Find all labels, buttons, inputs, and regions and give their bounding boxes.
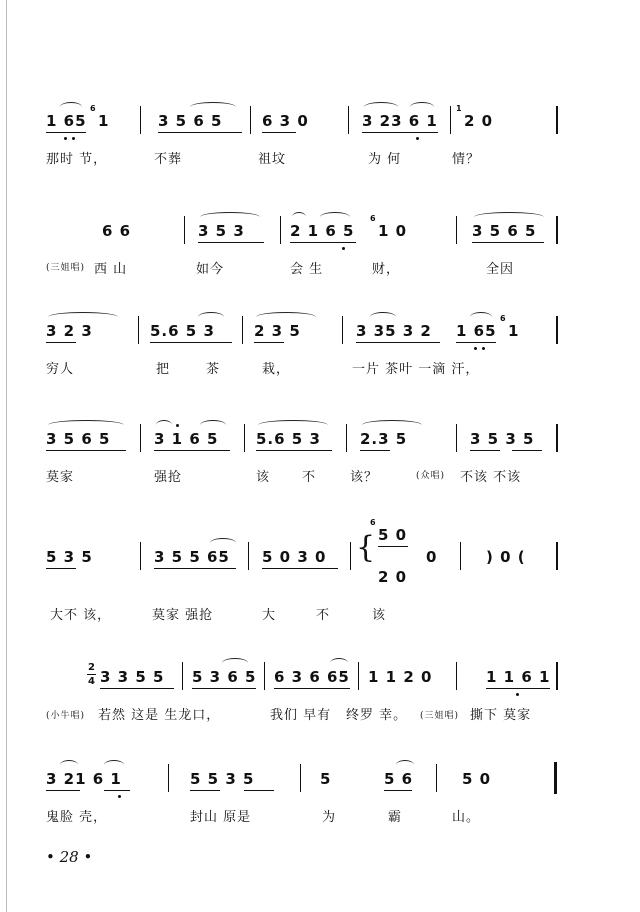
underline [254,342,284,343]
underline [360,450,390,451]
lyric: 财， [372,262,401,277]
bar-line [450,106,451,134]
lyric: 封山 原是 [190,810,252,825]
grace-note: 6 [370,214,376,223]
notes-row [0,430,640,460]
underline [378,546,408,547]
note-group: 3 5 6 5 [158,112,223,130]
note-group: 6 6 [102,222,132,240]
bar-line [460,542,461,570]
lyric: 为 何 [368,152,402,167]
bar-line [556,424,558,452]
underline [512,450,542,451]
note-group: 1 [98,112,110,130]
lyric: 莫家 强抢 [152,608,214,623]
slur [200,212,260,222]
time-signature-top: 2 [88,662,95,673]
slur [190,102,236,112]
lyric: 该 [372,608,387,623]
note-group: 2 0 [464,112,494,130]
dot [516,693,519,696]
lyric: 莫家 [46,470,75,485]
notes-row [0,314,640,352]
bar-line [556,106,558,134]
bar-line [556,662,558,690]
bar-line [456,424,457,452]
bar-line [436,764,437,792]
note-group: 3 3 5 5 [100,668,165,686]
lyric: 不葬 [154,152,183,167]
dot [474,347,477,350]
bar-line [140,424,141,452]
notes-row [0,214,640,252]
lyric: 不 [316,608,331,623]
note-group: 2 3 5 [254,322,301,340]
grace-note: 6 [90,104,96,113]
bar-line [556,316,558,344]
underline [46,132,86,133]
bar-line [138,316,139,344]
dot [342,247,345,250]
underline [154,568,236,569]
note-group: 3 35 3 2 [356,322,432,340]
note-group: 5 6 [384,770,414,788]
slur [60,102,82,112]
bar-line [350,542,351,570]
grace-note: 1 [456,104,462,113]
dot [482,347,485,350]
role-marker: (小牛唱) [46,711,86,721]
note-group: 2 1 6 5 [290,222,355,240]
underline [46,342,76,343]
lyric: 鬼脸 壳， [46,810,108,825]
bar-line [248,542,249,570]
bar-line [250,106,251,134]
lyric: 如今 [196,262,225,277]
note-group: 3 21 6 1 [46,770,122,788]
note-group: 0 [426,548,438,566]
underline [154,450,230,451]
bar-line [346,424,347,452]
lyric: 全因 [486,262,515,277]
time-signature-line [87,674,96,675]
slur [362,420,422,430]
underline [150,342,232,343]
note-group: 5 5 3 5 [190,770,255,788]
bar-line [556,542,558,570]
final-bar-line [554,762,557,794]
note-group: 5 3 5 [46,548,93,566]
lyric: 不该 不该 [460,470,522,485]
underline [356,342,440,343]
slur [292,212,306,222]
note-group: 5 0 3 0 [262,548,327,566]
underline [456,342,496,343]
dot [118,795,121,798]
bar-line [342,316,343,344]
bar-line [556,216,558,244]
bar-line [264,662,265,690]
underline [198,242,264,243]
note-group: 3 5 6 5 [46,430,111,448]
bar-line [242,316,243,344]
dot [176,424,179,427]
slur [256,312,316,322]
lyric: 不 [302,470,317,485]
lyric: 把 [156,362,171,377]
bar-line [456,216,457,244]
underline [472,242,544,243]
slur [258,420,328,430]
grace-note: 6 [370,518,376,527]
slur [200,420,226,430]
note-group: 5.6 5 3 [256,430,321,448]
bar-line [280,216,281,244]
slur [370,312,396,322]
slur [104,760,124,770]
notes-row [0,518,640,586]
slur [330,658,348,668]
underline [470,450,500,451]
lyric: 霸 [388,810,403,825]
underline [486,688,550,689]
lyric: 那时 节， [46,152,108,167]
slur [396,760,414,770]
note-group: 3 23 6 1 [362,112,438,130]
slur [48,420,124,430]
bar-line [182,662,183,690]
dot [72,137,75,140]
bar-line [184,216,185,244]
note-group: 1 1 6 1 [486,668,551,686]
lyric: 一片 茶叶 一滴 汗， [352,362,480,377]
slur [410,102,434,112]
lyric: 该 [256,470,271,485]
lyric: 为 [322,810,337,825]
lyric: 我们 早有 [270,708,332,723]
note-group: 3 5 5 65 [154,548,230,566]
slur [60,760,78,770]
lyric: 终罗 幸。 [346,708,408,723]
underline [158,132,242,133]
time-signature-bottom: 4 [88,676,95,687]
underline [274,688,350,689]
underline [46,790,80,791]
lyric: 茶 [206,362,221,377]
note-group: 6 3 6 65 [274,668,350,686]
note-group: 1 0 [378,222,408,240]
dot [64,137,67,140]
role-marker: (三姐唱) [420,711,460,721]
page-number: • 28 • [46,848,93,866]
slur [320,212,350,222]
bar-line [168,764,169,792]
lyric: 撕下 莫家 [470,708,532,723]
slur [474,212,544,222]
notes-row [0,770,640,800]
lyric: 穷人 [46,362,75,377]
note-group: 1 1 2 0 [368,668,433,686]
note-group: 3 5 3 [198,222,245,240]
lyric: 祖坟 [258,152,287,167]
role-marker: (三姐唱) [46,263,86,273]
bar-line [140,542,141,570]
bar-line [358,662,359,690]
slur [48,312,118,322]
note-group: 1 [508,322,520,340]
note-group: 5 [320,770,332,788]
lyric: 大不 该， [50,608,112,623]
note-group: 3 2 3 [46,322,93,340]
slur [156,420,172,430]
note-group: 2 0 [378,568,408,586]
note-group: 1 65 [456,322,497,340]
underline [384,790,412,791]
bar-line [244,424,245,452]
lyric: 西 山 [94,262,128,277]
slur [198,312,224,322]
lyric: 若然 这是 生龙口， [98,708,221,723]
note-group: 3 5 6 5 [472,222,537,240]
notes-row [0,662,640,698]
note-group: 5 0 [378,526,408,544]
grace-note: 6 [500,314,506,323]
slur [210,538,236,548]
lyric: 该？ [350,470,379,485]
note-group: ) 0 ( [486,548,526,566]
bar-line [456,662,457,690]
underline [256,450,332,451]
role-marker: (众唱) [416,471,446,481]
underline [190,790,220,791]
underline [362,132,438,133]
lyric: 强抢 [154,470,183,485]
note-group: 3 5 3 5 [470,430,535,448]
underline [244,790,274,791]
slur [222,658,248,668]
bar-line [300,764,301,792]
lyric: 山。 [452,810,481,825]
note-group: 3 1 6 5 [154,430,219,448]
underline [262,132,296,133]
note-group: 6 3 0 [262,112,309,130]
lyric: 会 生 [290,262,324,277]
notes-row [0,104,640,142]
underline [100,688,174,689]
chord-brace: { [356,530,377,565]
bar-line [348,106,349,134]
underline [46,450,126,451]
underline [262,568,338,569]
underline [46,568,76,569]
underline [104,790,130,791]
bar-line [140,106,141,134]
slur [470,312,492,322]
note-group: 5 3 6 5 [192,668,257,686]
note-group: 2.3 5 [360,430,408,448]
lyric: 大 [262,608,277,623]
dot [416,137,419,140]
note-group: 5.6 5 3 [150,322,215,340]
lyric: 栽， [262,362,291,377]
underline [290,242,356,243]
underline [192,688,256,689]
lyric: 情？ [452,152,481,167]
slur [364,102,398,112]
note-group: 1 65 [46,112,87,130]
note-group: 5 0 [462,770,492,788]
